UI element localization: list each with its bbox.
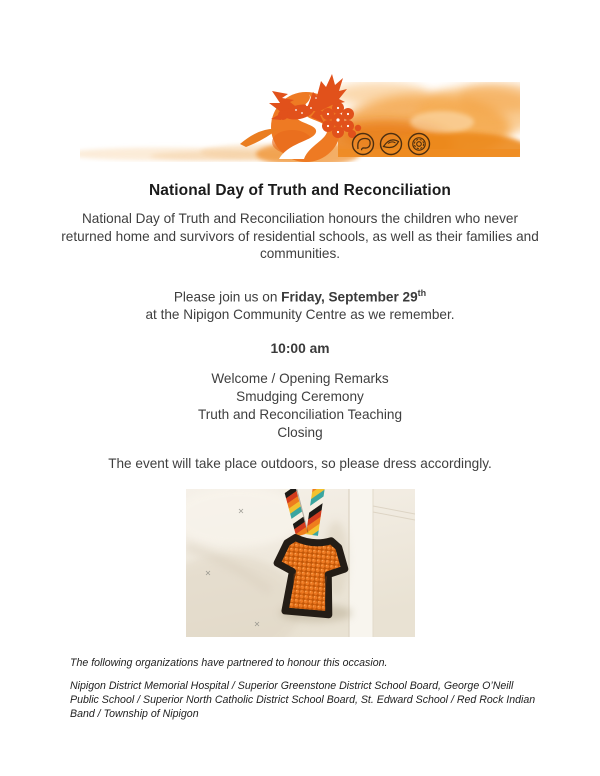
partners-intro: The following organizations have partnered to honour this occasion. (70, 657, 388, 670)
agenda-item: Welcome / Opening Remarks (211, 370, 389, 386)
footer (70, 656, 538, 721)
intro-paragraph: National Day of Truth and Reconciliation honours the children who never returned home and survivors of residential schools, as well as their families and communities. (61, 211, 539, 262)
shirt-placket (349, 489, 373, 637)
agenda-item: Smudging Ceremony (236, 388, 364, 404)
page-title: National Day of Truth and Reconciliation (149, 182, 451, 199)
invitation-line-2: at the Nipigon Community Centre as we remember. (145, 306, 455, 322)
invitation-line-1: Please join us on Friday, September 29th (173, 287, 427, 305)
date-ordinal: th (417, 287, 427, 298)
agenda-list (0, 370, 600, 443)
outdoor-note: The event will take place outdoors, so please dress accordingly. (108, 456, 492, 472)
event-date: Friday, September 29 (281, 289, 418, 305)
agenda-item: Truth and Reconciliation Teaching (197, 406, 403, 422)
agenda-item: Closing (277, 425, 323, 441)
orange-shirt-pendant-photo (186, 489, 415, 637)
header-artwork (80, 70, 520, 162)
event-time: 10:00 am (270, 340, 330, 356)
invitation-text (0, 285, 600, 324)
partners-list: Nipigon District Memorial Hospital / Superior Greenstone District School Board, George O’Neill Public School / Superior North Catholic District School Board, St. Edward School / Red Rock Indian Band / Township of Nipigon (70, 680, 536, 721)
